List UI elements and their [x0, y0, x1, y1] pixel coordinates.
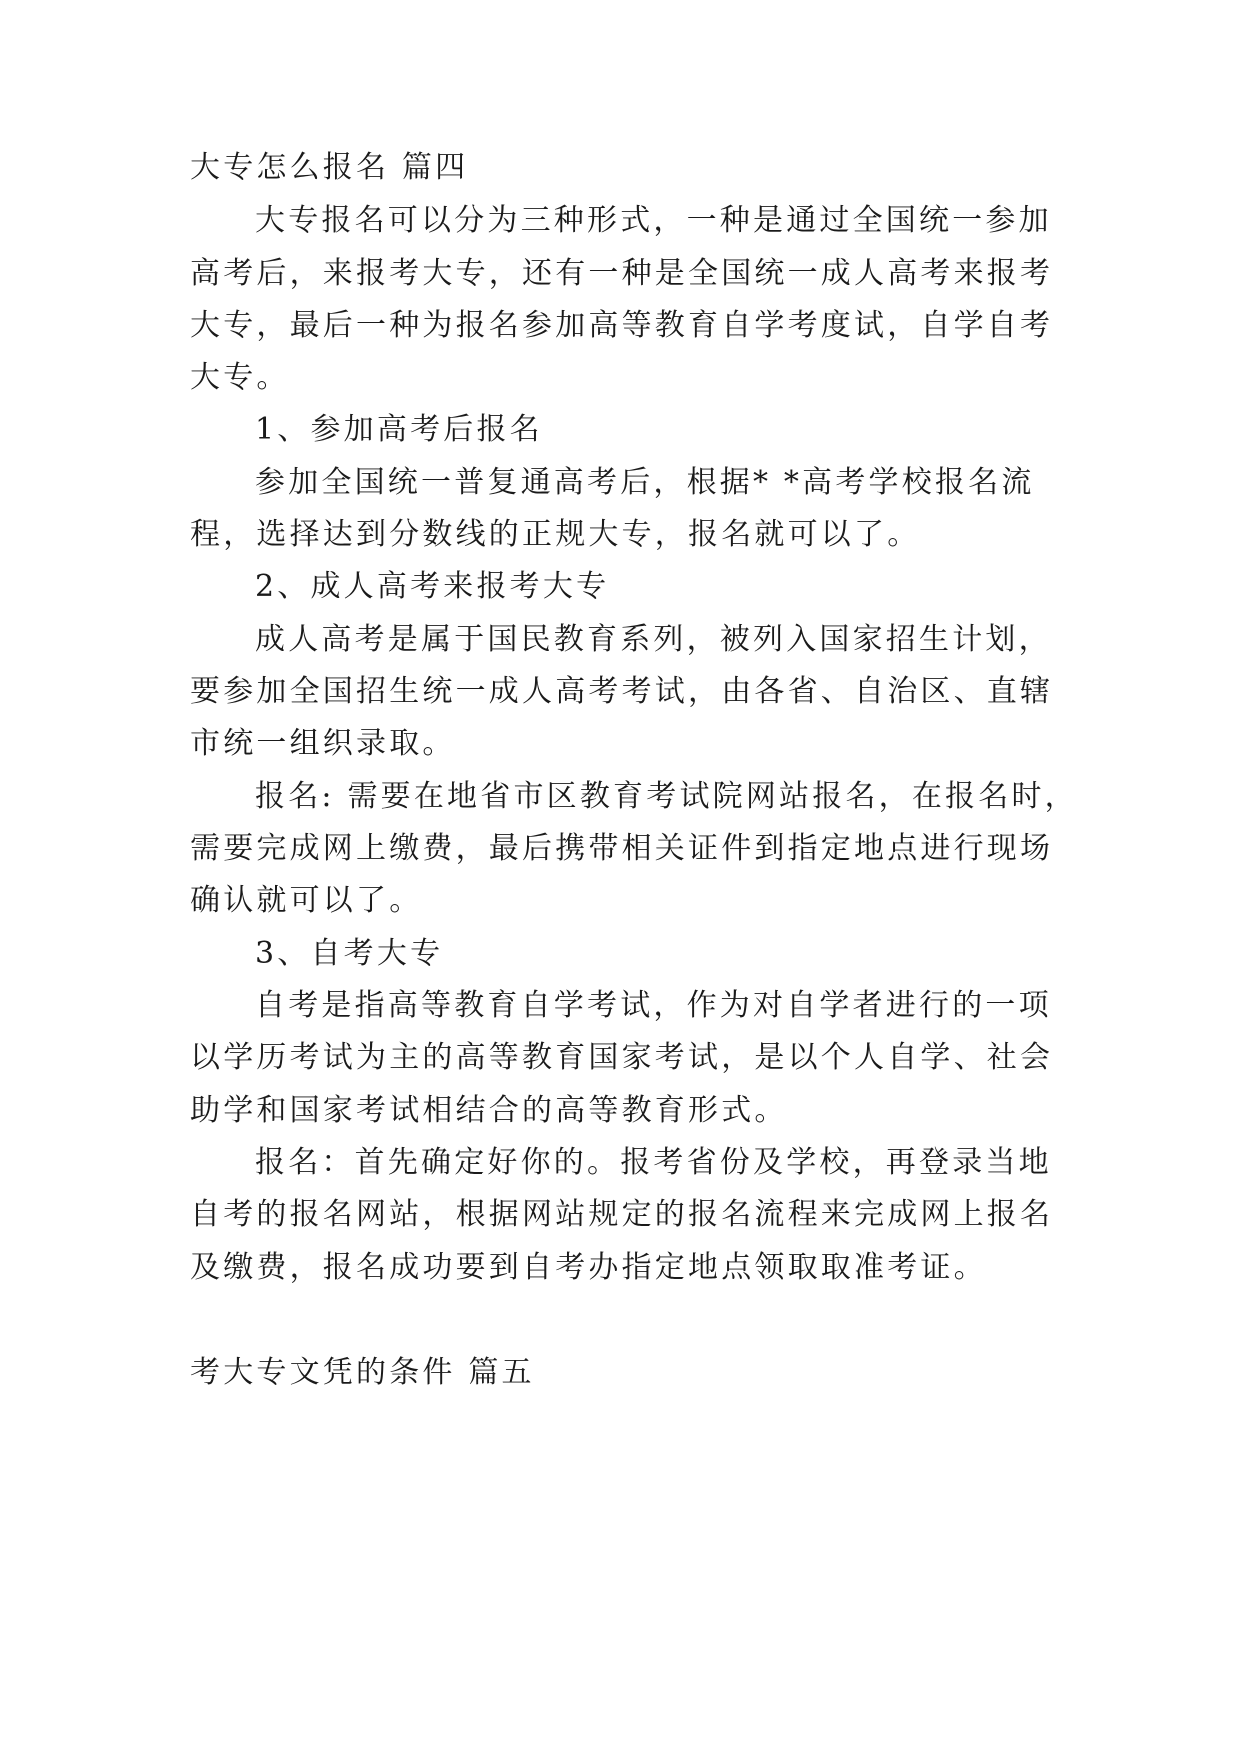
section-heading: 大专怎么报名 篇四 — [190, 150, 469, 185]
paragraph-line: 助学和国家考试相结合的高等教育形式。 — [190, 1093, 788, 1128]
subheading: 3、自考大专 — [255, 936, 444, 971]
paragraph-line: 自考是指高等教育自学考试，作为对自学者进行的一项 — [255, 988, 1052, 1023]
paragraph-line: 要参加全国招生统一成人高考考试，由各省、自治区、直辖 — [190, 674, 1054, 709]
paragraph-line: 市统一组织录取。 — [190, 726, 456, 761]
paragraph-line: 以学历考试为主的高等教育国家考试，是以个人自学、社会 — [190, 1040, 1054, 1075]
section-heading: 考大专文凭的条件 篇五 — [190, 1355, 535, 1390]
paragraph-line: 确认就可以了。 — [190, 883, 423, 918]
paragraph-line: 程，选择达到分数线的正规大专，报名就可以了。 — [190, 517, 921, 552]
paragraph-line: 参加全国统一普复通高考后，根据* *高考学校报名流 — [255, 465, 1035, 500]
paragraph-line: 大专。 — [190, 360, 290, 395]
paragraph-line: 及缴费，报名成功要到自考办指定地点领取取准考证。 — [190, 1250, 987, 1285]
paragraph-line: 高考后，来报考大专，还有一种是全国统一成人高考来报考 — [190, 256, 1054, 291]
paragraph-line: 大专，最后一种为报名参加高等教育自学考度试，自学自考 — [190, 308, 1054, 343]
paragraph-line: 成人高考是属于国民教育系列，被列入国家招生计划， — [255, 622, 1052, 657]
paragraph-line: 报名：首先确定好你的。报考省份及学校，再登录当地 — [255, 1145, 1052, 1180]
paragraph-line: 自考的报名网站，根据网站规定的报名流程来完成网上报名 — [190, 1197, 1054, 1232]
paragraph-line: 报名: 需要在地省市区教育考试院网站报名，在报名时， — [255, 779, 1078, 814]
paragraph-line: 需要完成网上缴费，最后携带相关证件到指定地点进行现场 — [190, 831, 1054, 866]
subheading: 2、成人高考来报考大专 — [255, 569, 610, 604]
paragraph-line: 大专报名可以分为三种形式，一种是通过全国统一参加 — [255, 203, 1052, 238]
subheading: 1、参加高考后报名 — [255, 412, 543, 447]
